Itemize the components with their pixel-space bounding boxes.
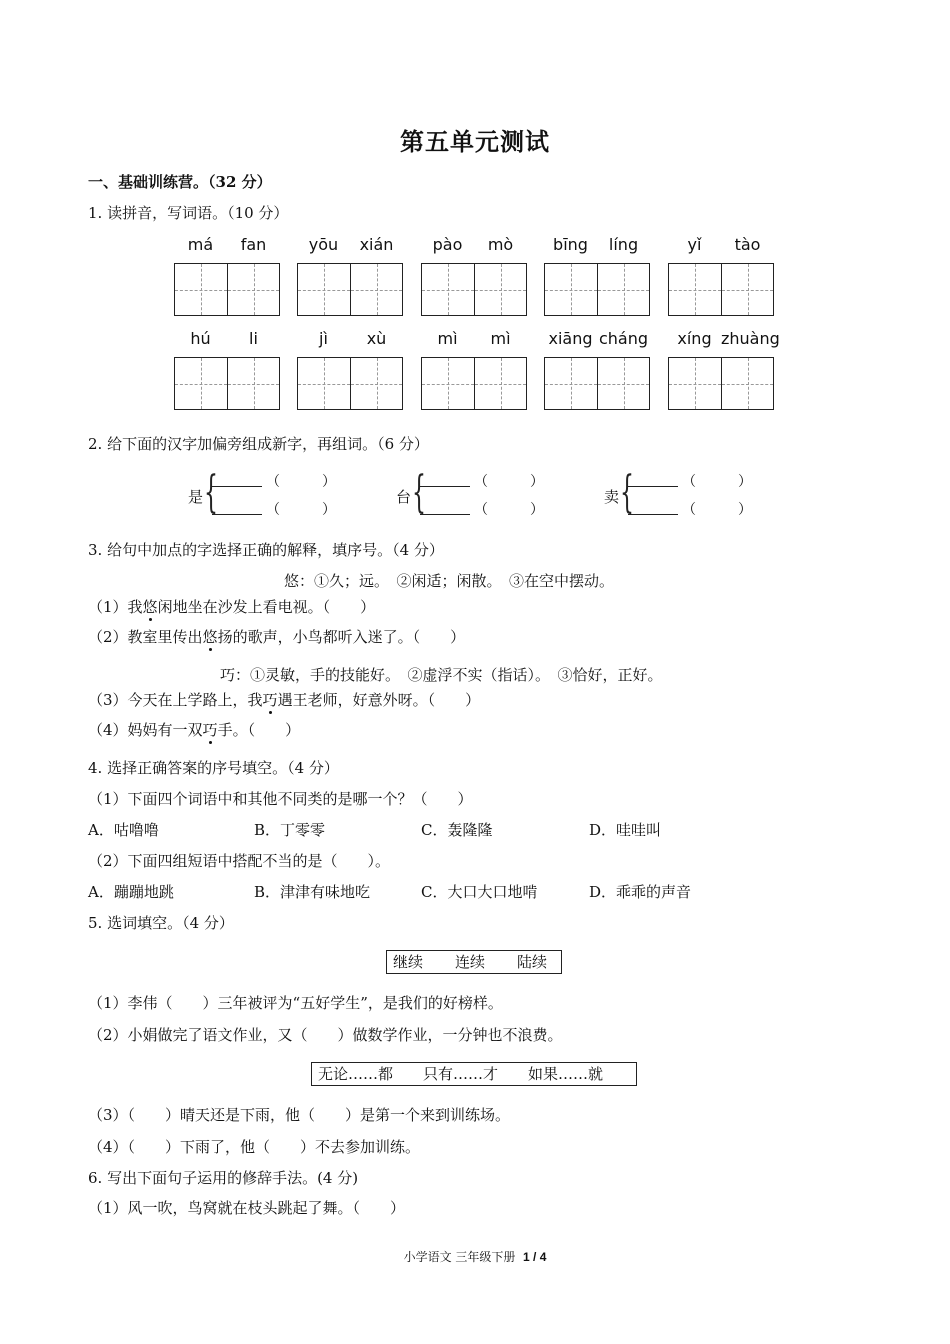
option-c: C．大口大口地啃: [421, 883, 538, 901]
answer-blank[interactable]: [212, 486, 262, 487]
word-choice: 如果……就: [528, 1065, 604, 1083]
word-blank[interactable]: （ ）: [474, 502, 544, 518]
writing-cell[interactable]: [228, 264, 279, 315]
pinyin-syllable: xù: [366, 329, 387, 348]
writing-cell[interactable]: [475, 358, 526, 409]
page-number: 1 / 4: [523, 1250, 547, 1264]
word-choice: 连续: [455, 953, 486, 971]
dotted-char: 悠: [202, 628, 218, 646]
writing-cell[interactable]: [298, 358, 351, 409]
pinyin-syllable: xiāng: [548, 329, 593, 348]
sentence-4: （4）妈妈有一双巧手。（ ）: [88, 721, 301, 739]
fill-sentence-2: （2）小娟做完了语文作业，又（ ）做数学作业，一分钟也不浪费。: [88, 1026, 563, 1044]
pinyin-syllable: zhuàng: [721, 329, 780, 348]
sentence-1: （1）我悠闲地坐在沙发上看电视。（ ）: [88, 598, 376, 616]
pinyin-syllable: pào: [432, 235, 463, 254]
pinyin-syllable: mò: [487, 235, 514, 254]
answer-blank[interactable]: [628, 514, 678, 515]
brace-icon: {: [620, 467, 634, 518]
answer-blank[interactable]: [420, 486, 470, 487]
question-2-label: 2. 给下面的汉字加偏旁组成新字，再组词。（6 分）: [88, 435, 429, 453]
tianzige-box: [668, 263, 774, 316]
sentence-3: （3）今天在上学路上，我巧遇王老师，好意外呀。（ ）: [88, 691, 481, 709]
tianzige-box: [544, 263, 650, 316]
pinyin-syllable: jì: [319, 329, 328, 348]
question-4-label: 4. 选择正确答案的序号填空。（4 分）: [88, 759, 339, 777]
pinyin-syllable: mì: [490, 329, 511, 348]
writing-cell[interactable]: [598, 358, 649, 409]
pinyin-syllable: tào: [734, 235, 761, 254]
word-box-1: [386, 950, 562, 974]
base-char: 是: [188, 488, 204, 506]
sub-question-2: （2）下面四组短语中搭配不当的是（ ）。: [88, 852, 391, 870]
fill-sentence-4: （4）（ ）下雨了，他（ ）不去参加训练。: [88, 1138, 421, 1156]
option-d: D．乖乖的声音: [589, 883, 692, 901]
dotted-char: 悠: [142, 598, 158, 616]
fill-sentence-1: （1）李伟（ ）三年被评为“五好学生”，是我们的好榜样。: [88, 994, 503, 1012]
definition-you: 悠：①久；远。 ②闲适；闲散。 ③在空中摆动。: [284, 572, 615, 590]
pinyin-syllable: má: [187, 235, 214, 254]
tianzige-box: [174, 263, 280, 316]
sub-question-1: （1）下面四个词语中和其他不同类的是哪一个？（ ）: [88, 790, 473, 808]
writing-cell[interactable]: [598, 264, 649, 315]
dotted-char: 巧: [262, 691, 278, 709]
pinyin-syllable: mì: [437, 329, 458, 348]
tianzige-box: [421, 263, 527, 316]
option-d: D．哇哇叫: [589, 821, 662, 839]
pinyin-syllable: bīng: [553, 235, 588, 254]
word-blank[interactable]: （ ）: [266, 502, 336, 518]
answer-blank[interactable]: [420, 514, 470, 515]
word-blank[interactable]: （ ）: [266, 474, 336, 490]
writing-cell[interactable]: [422, 264, 475, 315]
tianzige-box: [297, 357, 403, 410]
pinyin-syllable: yōu: [308, 235, 339, 254]
answer-blank[interactable]: [628, 486, 678, 487]
writing-cell[interactable]: [669, 358, 722, 409]
footer-text: 小学语文 三年级下册: [403, 1250, 516, 1264]
word-choice: 陆续: [517, 953, 548, 971]
pinyin-syllable: fan: [240, 235, 267, 254]
pinyin-syllable: hú: [190, 329, 211, 348]
tianzige-box: [668, 357, 774, 410]
word-choice: 继续: [393, 953, 424, 971]
word-box-2: [311, 1062, 637, 1086]
pinyin-syllable: xíng: [677, 329, 712, 348]
writing-cell[interactable]: [422, 358, 475, 409]
writing-cell[interactable]: [722, 358, 773, 409]
pinyin-syllable: líng: [608, 235, 639, 254]
pinyin-syllable: li: [249, 329, 258, 348]
answer-blank[interactable]: [212, 514, 262, 515]
section-heading: 一、基础训练营。（32 分）: [88, 173, 272, 191]
brace-icon: {: [412, 467, 426, 518]
definition-qiao: 巧：①灵敏，手的技能好。 ②虚浮不实（指话）。 ③恰好，正好。: [220, 666, 663, 684]
dotted-char: 巧: [202, 721, 218, 739]
writing-cell[interactable]: [475, 264, 526, 315]
writing-cell[interactable]: [545, 358, 598, 409]
writing-cell[interactable]: [298, 264, 351, 315]
base-char: 卖: [604, 488, 620, 506]
tianzige-box: [421, 357, 527, 410]
tianzige-box: [174, 357, 280, 410]
tianzige-box: [297, 263, 403, 316]
page-footer: [0, 1248, 950, 1265]
question-6-label: 6. 写出下面句子运用的修辞手法。(4 分): [88, 1169, 359, 1187]
word-blank[interactable]: （ ）: [474, 474, 544, 490]
question-3-label: 3. 给句中加点的字选择正确的解释，填序号。（4 分）: [88, 541, 444, 559]
sentence-2: （2）教室里传出悠扬的歌声，小鸟都听入迷了。（ ）: [88, 628, 466, 646]
page-title: 第五单元测试: [400, 127, 550, 156]
word-blank[interactable]: （ ）: [682, 474, 752, 490]
writing-cell[interactable]: [669, 264, 722, 315]
option-c: C．轰隆隆: [421, 821, 493, 839]
option-a: A．咕噜噜: [88, 821, 159, 839]
writing-cell[interactable]: [545, 264, 598, 315]
word-choice: 只有……才: [423, 1065, 499, 1083]
writing-cell[interactable]: [175, 264, 228, 315]
writing-cell[interactable]: [175, 358, 228, 409]
writing-cell[interactable]: [351, 358, 402, 409]
writing-cell[interactable]: [351, 264, 402, 315]
writing-cell[interactable]: [228, 358, 279, 409]
base-char: 台: [396, 488, 412, 506]
question-1-label: 1. 读拼音，写词语。（10 分）: [88, 204, 289, 222]
option-b: B．丁零零: [254, 821, 326, 839]
tianzige-box: [544, 357, 650, 410]
pinyin-syllable: xián: [359, 235, 394, 254]
writing-cell[interactable]: [722, 264, 773, 315]
pinyin-syllable: cháng: [598, 329, 649, 348]
pinyin-syllable: yǐ: [687, 235, 702, 254]
option-a: A．蹦蹦地跳: [88, 883, 174, 901]
fill-sentence-3: （3）（ ）晴天还是下雨，他（ ）是第一个来到训练场。: [88, 1106, 511, 1124]
word-blank[interactable]: （ ）: [682, 502, 752, 518]
option-b: B．津津有味地吃: [254, 883, 371, 901]
rhetoric-sentence-1: （1）风一吹，鸟窝就在枝头跳起了舞。（ ）: [88, 1199, 406, 1217]
question-5-label: 5. 选词填空。（4 分）: [88, 914, 234, 932]
word-choice: 无论……都: [318, 1065, 394, 1083]
brace-icon: {: [204, 467, 218, 518]
